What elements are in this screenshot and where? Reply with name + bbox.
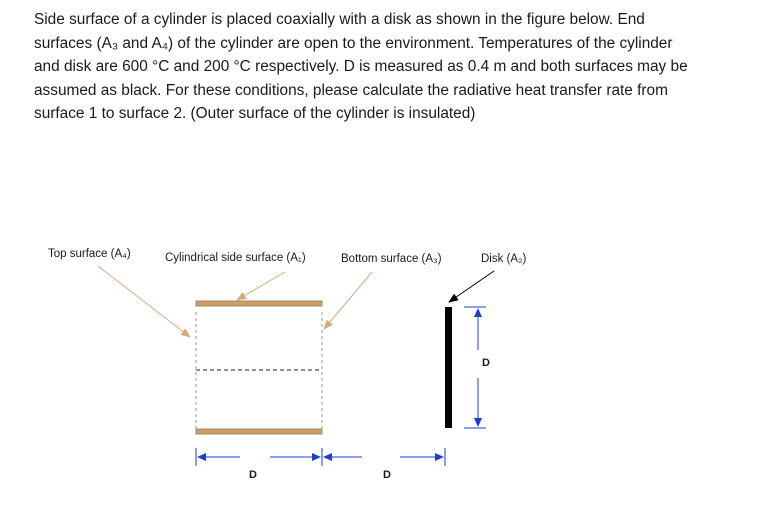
problem-line-5: surface 1 to surface 2. (Outer surface of the cylinder is insulated): [34, 105, 476, 123]
problem-line-3: and disk are 600 °C and 200 °C respectively. D is measured as 0.4 m and both surfaces may be: [34, 58, 688, 76]
label-side-surface: Cylindrical side surface (A₁): [165, 252, 306, 264]
arrow-side-surface: [237, 272, 285, 300]
problem-line-1: Side surface of a cylinder is placed coaxially with a disk as shown in the figure below. End: [34, 11, 645, 28]
label-disk: Disk (A₂): [481, 253, 527, 265]
problem-line-2: surfaces (A₃ and A₄) of the cylinder are open to the environment. Temperatures of the cylinder: [34, 34, 673, 52]
disk-dim-label: D: [482, 357, 490, 369]
width-dim-label: D: [249, 469, 257, 481]
arrow-top-surface: [98, 266, 190, 337]
disk: [445, 307, 452, 428]
label-top-surface: Top surface (A₄): [48, 248, 131, 260]
bottom-plate: [196, 429, 322, 434]
top-plate: [196, 301, 322, 306]
gap-dim-label: D: [383, 469, 391, 481]
label-bottom-surface: Bottom surface (A₃): [341, 253, 442, 265]
arrow-disk: [449, 271, 494, 302]
arrow-bottom-surface: [324, 272, 372, 329]
problem-line-4: assumed as black. For these conditions, please calculate the radiative heat transfer rate from: [34, 81, 668, 99]
